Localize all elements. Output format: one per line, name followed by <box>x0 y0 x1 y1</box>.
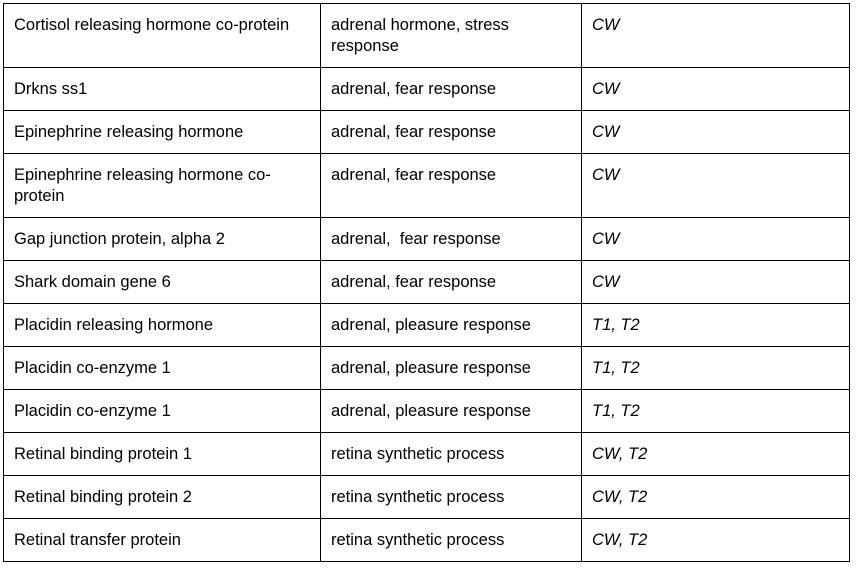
process-cell: adrenal, fear response <box>321 111 582 154</box>
source-cell: T1, T2 <box>582 390 850 433</box>
gene-cell: Retinal binding protein 1 <box>4 433 321 476</box>
table-row <box>4 261 850 304</box>
table-row <box>4 347 850 390</box>
process-cell: adrenal, fear response <box>321 218 582 261</box>
table-row <box>4 519 850 562</box>
table-row <box>4 68 850 111</box>
table-row <box>4 218 850 261</box>
process-cell: retina synthetic process <box>321 433 582 476</box>
source-cell: CW <box>582 154 850 218</box>
table-body <box>4 4 850 562</box>
source-cell: CW, T2 <box>582 476 850 519</box>
source-cell: T1, T2 <box>582 347 850 390</box>
gene-cell: Epinephrine releasing hormone <box>4 111 321 154</box>
process-cell: adrenal hormone, stress response <box>321 4 582 68</box>
source-cell: CW, T2 <box>582 519 850 562</box>
table-row <box>4 433 850 476</box>
gene-cell: Drkns ss1 <box>4 68 321 111</box>
process-cell: adrenal, fear response <box>321 261 582 304</box>
source-cell: CW <box>582 4 850 68</box>
table-row <box>4 476 850 519</box>
gene-cell: Placidin co-enzyme 1 <box>4 390 321 433</box>
process-cell: adrenal, pleasure response <box>321 347 582 390</box>
gene-cell: Gap junction protein, alpha 2 <box>4 218 321 261</box>
table-row <box>4 304 850 347</box>
source-cell: CW <box>582 111 850 154</box>
source-cell: CW <box>582 68 850 111</box>
process-cell: adrenal, pleasure response <box>321 390 582 433</box>
gene-cell: Epinephrine releasing hormone co-protein <box>4 154 321 218</box>
process-cell: retina synthetic process <box>321 476 582 519</box>
table-row <box>4 154 850 218</box>
table-row <box>4 4 850 68</box>
gene-cell: Cortisol releasing hormone co-protein <box>4 4 321 68</box>
gene-cell: Placidin releasing hormone <box>4 304 321 347</box>
process-cell: adrenal, fear response <box>321 154 582 218</box>
process-cell: retina synthetic process <box>321 519 582 562</box>
table-row <box>4 111 850 154</box>
source-cell: T1, T2 <box>582 304 850 347</box>
process-cell: adrenal, fear response <box>321 68 582 111</box>
gene-table <box>3 3 850 562</box>
gene-cell: Shark domain gene 6 <box>4 261 321 304</box>
gene-cell: Placidin co-enzyme 1 <box>4 347 321 390</box>
source-cell: CW <box>582 261 850 304</box>
source-cell: CW, T2 <box>582 433 850 476</box>
table-row <box>4 390 850 433</box>
gene-cell: Retinal binding protein 2 <box>4 476 321 519</box>
gene-cell: Retinal transfer protein <box>4 519 321 562</box>
source-cell: CW <box>582 218 850 261</box>
process-cell: adrenal, pleasure response <box>321 304 582 347</box>
